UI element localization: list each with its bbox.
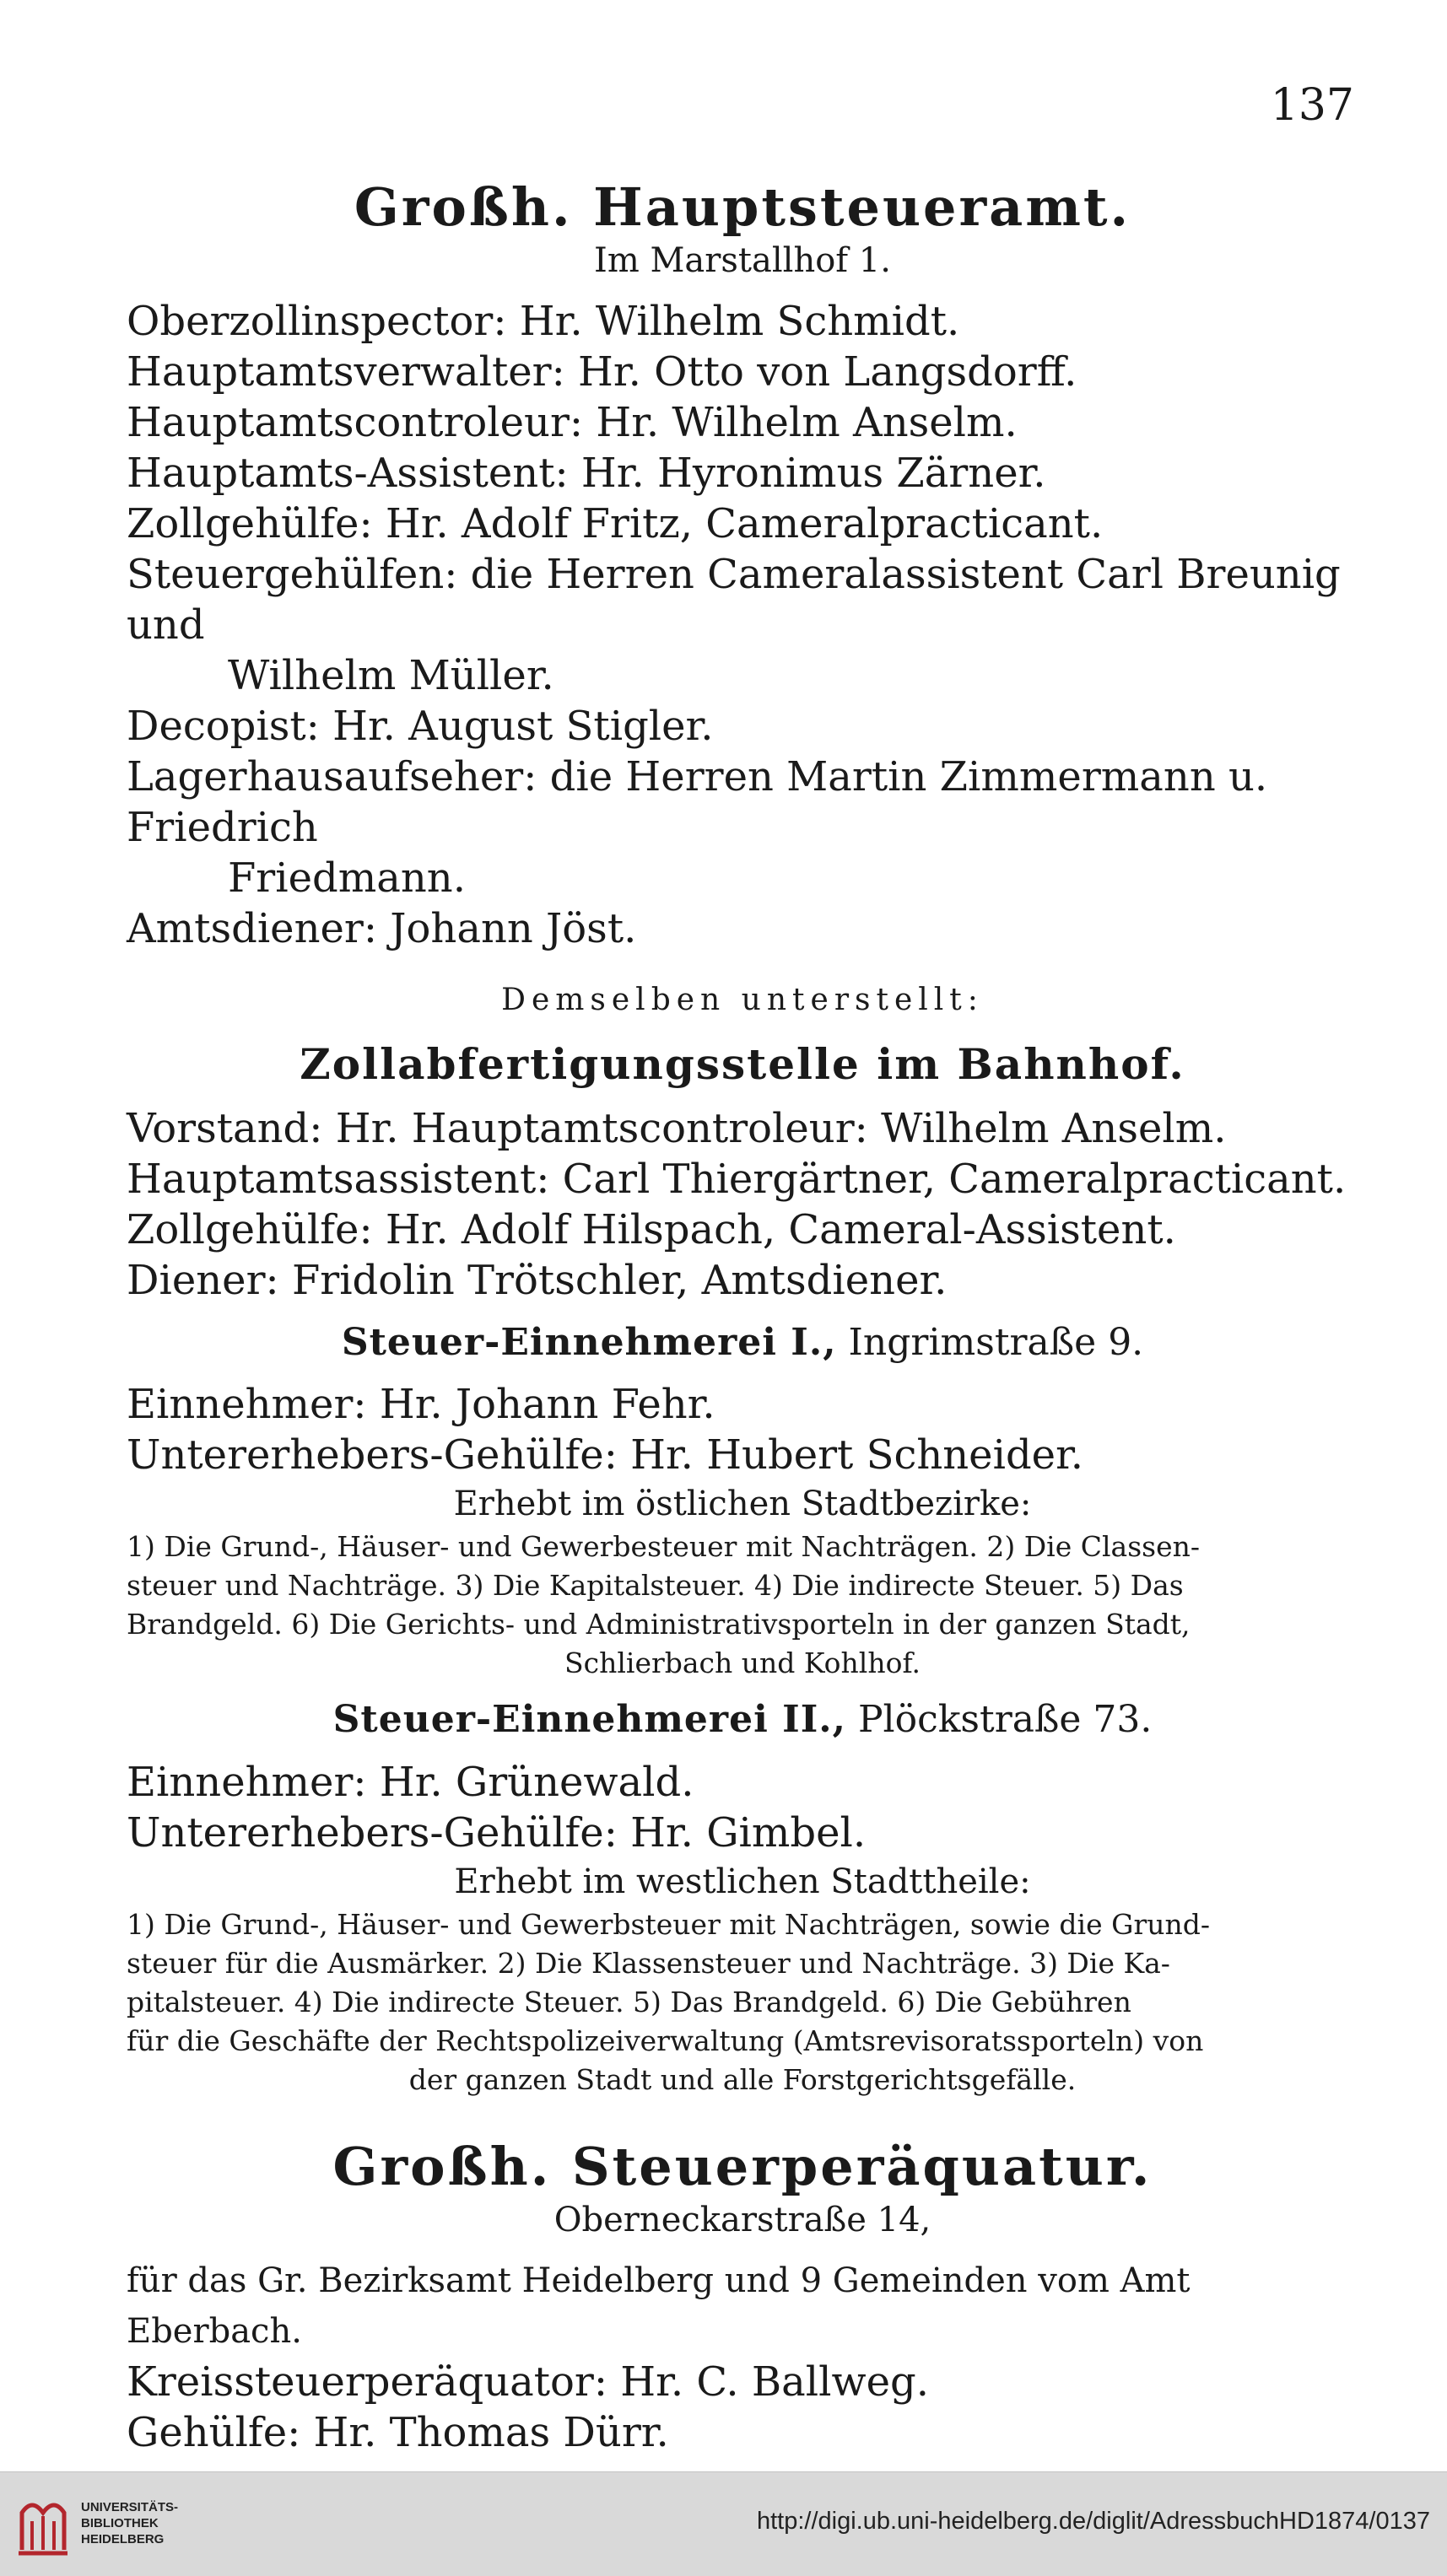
entry-line: Zollgehülfe: Hr. Adolf Fritz, Cameralpracticant. xyxy=(127,500,1104,548)
district-line: steuer für die Ausmärker. 2) Die Klassensteuer und Nachträge. 3) Die Ka- xyxy=(127,1946,1170,1980)
district-line: Brandgeld. 6) Die Gerichts- und Administrativsporteln in der ganzen Stadt, xyxy=(127,1608,1191,1641)
section-address: Ingrimstraße 9. xyxy=(848,1320,1144,1364)
section-title-einnehmerei-1 xyxy=(127,1318,1358,1367)
entry-line-continued: Friedmann. xyxy=(228,854,466,903)
section-title-hauptsteueramt: Großh. Hauptsteueramt. xyxy=(354,176,1131,238)
district-heading: Erhebt im westlichen Stadttheile: xyxy=(454,1862,1031,1901)
page-number: 137 xyxy=(1270,80,1354,131)
section-title-zollabfertigung: Zollabfertigungsstelle im Bahnhof. xyxy=(300,1038,1185,1089)
subordinate-label: Demselben unterstellt: xyxy=(501,983,984,1018)
district-heading: Erhebt im östlichen Stadtbezirke: xyxy=(453,1485,1032,1524)
entry-line: Untererhebers-Gehülfe: Hr. Hubert Schneider. xyxy=(127,1431,1083,1479)
section-title-steuerperaequatur: Großh. Steuerperäquatur. xyxy=(332,2135,1153,2197)
section-address: Oberneckarstraße 14, xyxy=(553,2200,931,2239)
entry-line: Hauptamtsassistent: Carl Thiergärtner, Cameralpracticant. xyxy=(127,1155,1347,1203)
section-title-einnehmerei-2 xyxy=(127,1695,1358,1744)
entry-line: Vorstand: Hr. Hauptamtscontroleur: Wilhelm Anselm. xyxy=(127,1104,1227,1152)
entry-line: Kreissteuerperäquator: Hr. C. Ballweg. xyxy=(127,2358,929,2406)
district-line: Schlierbach und Kohlhof. xyxy=(564,1646,921,1680)
library-name: UNIVERSITÄTS- BIBLIOTHEK HEIDELBERG xyxy=(81,2500,179,2546)
district-line: pitalsteuer. 4) Die indirecte Steuer. 5) Das Brandgeld. 6) Die Gebühren xyxy=(127,1985,1131,2018)
district-line: der ganzen Stadt und alle Forstgerichtsgefälle. xyxy=(408,2062,1077,2096)
page-content xyxy=(127,177,1358,2458)
entry-line: Decopist: Hr. August Stigler. xyxy=(127,703,714,751)
entry-line: Hauptamtsverwalter: Hr. Otto von Langsdorff. xyxy=(127,348,1077,396)
entry-line: Hauptamtscontroleur: Hr. Wilhelm Anselm. xyxy=(127,399,1018,447)
entry-line: Einnehmer: Hr. Johann Fehr. xyxy=(127,1381,715,1429)
scope-line: für das Gr. Bezirksamt Heidelberg und 9 Gemeinden vom Amt Eberbach. xyxy=(127,2261,1191,2351)
section-address: Im Marstallhof 1. xyxy=(594,241,891,281)
entry-line: Gehülfe: Hr. Thomas Dürr. xyxy=(127,2408,669,2456)
entry-line: Oberzollinspector: Hr. Wilhelm Schmidt. xyxy=(127,298,960,346)
section-heading: Steuer-Einnehmerei II., xyxy=(332,1698,846,1742)
district-line: steuer und Nachträge. 3) Die Kapitalsteuer. 4) Die indirecte Steuer. 5) Das xyxy=(127,1569,1184,1603)
section-address: Plöckstraße 73. xyxy=(857,1698,1153,1742)
entry-line: Amtsdiener: Johann Jöst. xyxy=(127,905,637,953)
district-line: 1) Die Grund-, Häuser- und Gewerbesteuer mit Nachträgen. 2) Die Classen- xyxy=(127,1530,1201,1564)
district-line: 1) Die Grund-, Häuser- und Gewerbsteuer mit Nachträgen, sowie die Grund- xyxy=(127,1907,1211,1941)
entry-line: Einnehmer: Hr. Grünewald. xyxy=(127,1758,694,1806)
entry-line: Lagerhausaufseher: die Herren Martin Zimmermann u. Friedrich xyxy=(127,753,1268,852)
entry-line: Hauptamts-Assistent: Hr. Hyronimus Zärner. xyxy=(127,450,1046,498)
district-line: für die Geschäfte der Rechtspolizeiverwaltung (Amtsrevisoratssporteln) von xyxy=(127,2024,1204,2057)
entry-line: Zollgehülfe: Hr. Adolf Hilspach, Cameral-Assistent. xyxy=(127,1205,1176,1253)
entry-line: Steuergehülfen: die Herren Cameralassistent Carl Breunig und xyxy=(127,551,1341,649)
entry-line: Diener: Fridolin Trötschler, Amtsdiener. xyxy=(127,1256,948,1304)
entry-line-continued: Wilhelm Müller. xyxy=(228,652,554,700)
university-library-logo-icon xyxy=(15,2491,71,2558)
source-url-link[interactable]: http://digi.ub.uni-heidelberg.de/diglit/AdressbuchHD1874/0137 xyxy=(756,2508,1430,2535)
entry-line: Untererhebers-Gehülfe: Hr. Gimbel. xyxy=(127,1808,867,1857)
viewer-footer xyxy=(0,2471,1447,2576)
section-heading: Steuer-Einnehmerei I., xyxy=(341,1320,837,1364)
